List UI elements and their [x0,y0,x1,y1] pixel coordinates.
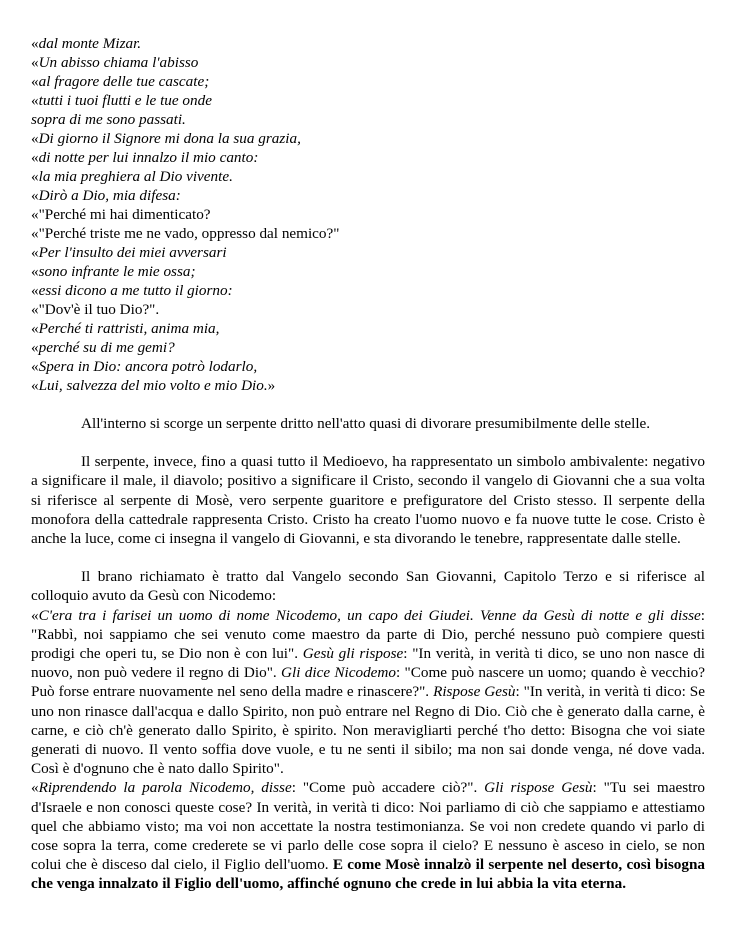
gospel-quote-run: : "Come può nascere un uomo; quando è vecchio? Può forse entrare nuovamente nel seno della madre e rinascere?". [31,664,706,701]
gospel-quote-run: : "Rabbì, noi sappiamo che sei venuto come maestro da parte di Dio, perché nessuno può compiere questi prodigi che operi tu, se Dio non è con lui". [31,606,705,663]
psalm-line-run: « [31,149,39,166]
psalm-line-run: «"Perché mi hai dimenticato? [31,206,211,223]
document-page [31,34,705,894]
psalm-line-run: la mia preghiera al Dio vivente. [38,168,233,185]
psalm-line-run: « [31,282,39,299]
psalm-line-run: » [267,377,276,394]
psalm-line-run: al fragore delle tue cascate; [38,73,210,90]
psalm-line-run: sopra di me sono passati. [31,111,186,128]
gospel-quote-nicodemus-2 [31,778,705,893]
psalm-line-run: Perché ti rattristi, anima mia, [38,320,220,337]
psalm-line [31,53,705,72]
gospel-quote-run: Gli rispose Gesù [484,779,593,797]
psalm-line-run: « [31,35,39,52]
psalm-line [31,167,705,186]
psalm-line [31,376,705,395]
psalm-line-run: «"Dov'è il tuo Dio?". [31,301,160,318]
psalm-line-run: « [31,92,39,109]
psalm-line [31,91,705,110]
gospel-quote-run: : "In verità, in verità ti dico: Se uno non rinasce dall'acqua e dallo Spirito, non può entrare nel Regno di Dio. Ciò che è generato dalla carne, è carne, e ciò ch'è generato dallo Spirito, è spirito. Non meravigliarti perché t'ho detto: Bisogna che voi siate generati di nuovo. Il vento soffia dove vuole, e tu ne senti il sibilo; ma non sai donde venga, né dove vada. Così è d'ognuno che è nato dallo Spirito". [31,683,705,778]
psalm-line [31,300,705,319]
psalm-line-run: « [31,73,39,90]
psalm-line-run: perché su di me gemi? [38,339,175,356]
gospel-quote-run: : "In verità, in verità ti dico, se uno non nasce di nuovo, non può vedere il regno di Dio". [31,645,706,682]
psalm-line-run: essi dicono a me tutto il giorno: [38,282,233,299]
psalm-line-run: Dirò a Dio, mia difesa: [38,187,181,204]
psalm-line [31,72,705,91]
gospel-quote-run: « [31,779,39,797]
psalm-line [31,34,705,53]
psalm-line [31,205,705,224]
gospel-quote-run: Gesù gli rispose [302,645,404,663]
psalm-line-run: sono infrante le mie ossa; [38,263,196,280]
psalm-line-run: dal monte Mizar. [38,35,142,52]
psalm-line-run: « [31,187,39,204]
psalm-line-run: « [31,263,39,280]
psalm-line-run: «"Perché triste me ne vado, oppresso dal nemico?" [31,225,340,242]
paragraph-serpent-symbol: Il serpente, invece, fino a quasi tutto il Medioevo, ha rappresentato un simbolo ambivalente: negativo a significare il male, il diavolo; positivo a significare il Cristo, secondo il vangelo di Giovanni che a sua volta si riferisce al serpente di Mosè, vero serpente guaritore e prefiguratore del Cristo stesso. Il serpente della monofora della cattedrale rappresenta Cristo. Cristo ha creato l'uomo nuovo e fa nuove tutte le cose. Cristo è anche la luce, come ci insegna il vangelo di Giovanni, e sta divorando le tenebre, rappresentate dalle stelle. [31,453,705,548]
psalm-line [31,281,705,300]
psalm-line-run: « [31,320,39,337]
psalm-line [31,129,705,148]
gospel-quote-bold: E come Mosè innalzò il serpente nel deserto, così bisogna che venga innalzato il Figlio dell'uomo, affinché ognuno che crede in lui abbia la vita eterna. [31,856,705,893]
psalm-line [31,262,705,281]
psalm-line [31,224,705,243]
psalm-line-run: Lui, salvezza del mio volto e mio Dio. [38,377,268,394]
psalm-line [31,110,705,129]
psalm-line-run: Per l'insulto dei miei avversari [38,244,227,261]
psalm-line [31,357,705,376]
psalm-line-run: « [31,168,39,185]
psalm-quote [31,34,705,395]
psalm-line-run: Un abisso chiama l'abisso [38,54,199,71]
psalm-line-run: di notte per lui innalzo il mio canto: [38,149,259,166]
gospel-quote-nicodemus-1 [31,606,705,779]
psalm-line-run: Di giorno il Signore mi dona la sua grazia, [38,130,301,147]
psalm-line [31,148,705,167]
gospel-quote-run: C'era tra i farisei un uomo di nome Nicodemo, un capo dei Giudei. Venne da Gesù di notte e gli disse [38,606,701,624]
gospel-quote-run: Riprendendo la parola Nicodemo, disse [38,779,292,797]
psalm-line-run: « [31,358,39,375]
psalm-line [31,319,705,338]
gospel-quote-run: : "Come può accadere ciò?". [291,779,485,797]
gospel-quote-run: « [31,606,39,624]
psalm-line [31,186,705,205]
psalm-line-run: « [31,130,39,147]
paragraph-serpent-intro: All'interno si scorge un serpente dritto nell'atto quasi di divorare presumibilmente delle stelle. [81,415,651,432]
psalm-line-run: « [31,339,39,356]
psalm-line-run: « [31,244,39,261]
paragraph-gospel-reference: Il brano richiamato è tratto dal Vangelo secondo San Giovanni, Capitolo Terzo e si riferisce al colloquio avuto da Gesù con Nicodemo: [31,568,705,605]
psalm-line-run: « [31,377,39,394]
gospel-quote-run: Gli dice Nicodemo [281,664,396,682]
psalm-line [31,338,705,357]
psalm-line-run: tutti i tuoi flutti e le tue onde [38,92,212,109]
psalm-line [31,243,705,262]
psalm-line-run: « [31,54,39,71]
psalm-line-run: Spera in Dio: ancora potrò lodarlo, [38,358,258,375]
gospel-quote-run: : "Tu sei maestro d'Israele e non conosci queste cose? In verità, in verità ti dico: Noi parliamo di ciò che sappiamo e attestiamo quel che abbiamo visto; ma voi non accettate la nostra testimonianza. Se voi non credete quando vi parlo di cose sopra la terra, come crederete se vi parlo delle cose sopra il cielo? E nessuno è asceso in cielo, se non colui che è disceso dal cielo, il Figlio dell'uomo. [31,779,706,874]
gospel-quote-run: Rispose Gesù [433,683,516,701]
